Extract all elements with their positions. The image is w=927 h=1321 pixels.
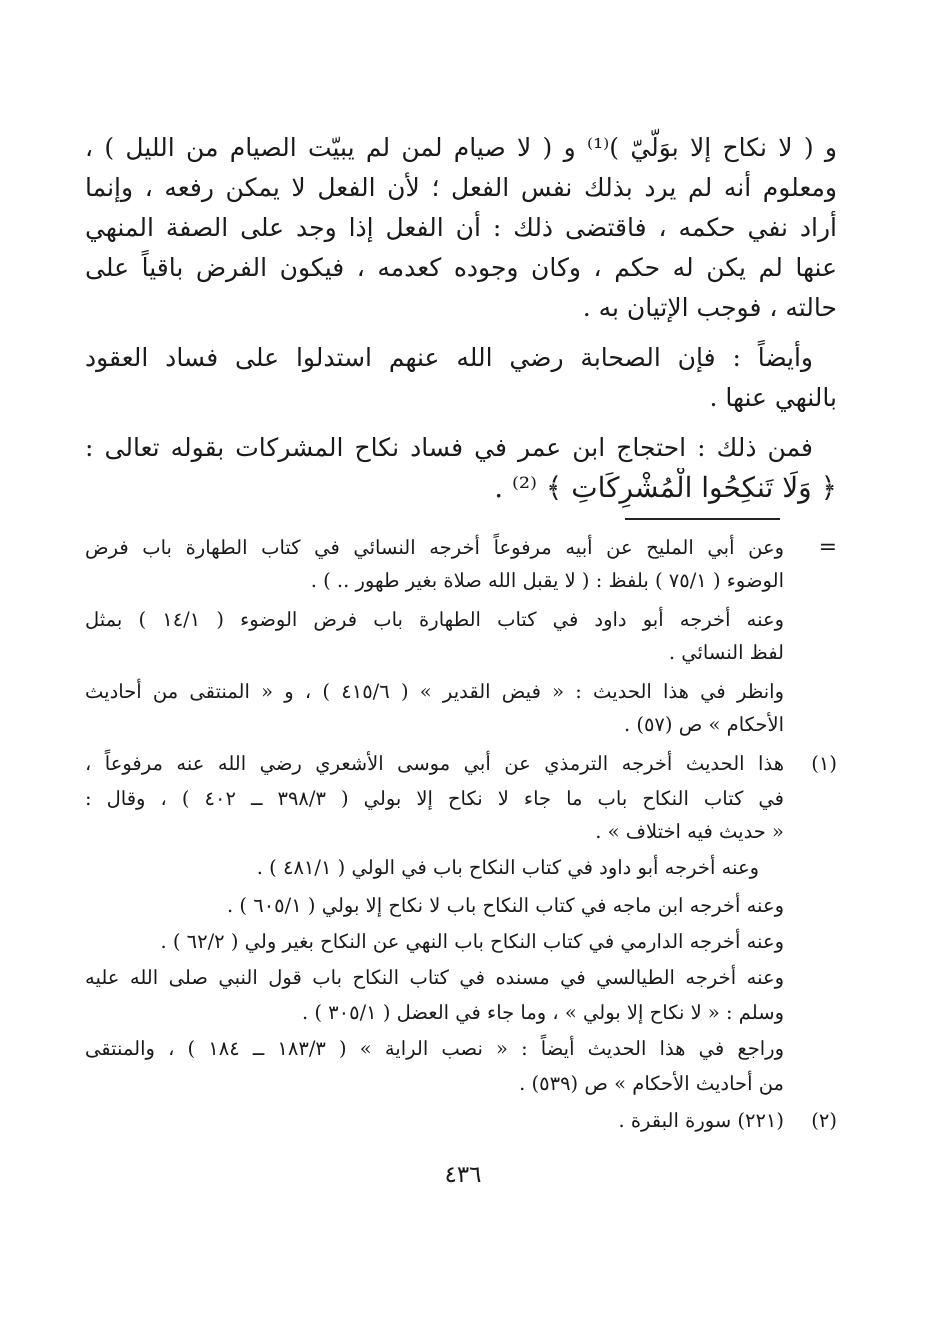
footnote-number-1: (١): [811, 752, 837, 775]
text-line: ومعلوم أنه لم يرد بذلك نفس الفعل ؛ لأن الفعل لا يمكن رفعه ، وإنما: [85, 173, 837, 202]
footnote-line: من أحاديث الأحكام » ص (٥٣٩) .: [519, 1072, 784, 1095]
text-line: فمن ذلك : احتجاج ابن عمر في فساد نكاح المشركات بقوله تعالى :: [85, 433, 813, 462]
footnote-line: « حديث فيه اختلاف » .: [595, 820, 784, 843]
page-number: ٤٣٦: [444, 1162, 482, 1188]
footnote-line: وعنه أخرجه ابن ماجه في كتاب النكاح باب لا نكاح إلا بولي ( ٦٠٥/١ ) .: [227, 894, 784, 917]
footnote-line: وانظر في هذا الحديث : « فيض القدير » ( ٤١٥/٦ ) ، و « المنتقى من أحاديث: [85, 680, 784, 703]
text-line: أراد نفي حكمه ، فاقتضى ذلك : أن الفعل إذا وجد على الصفة المنهي: [85, 213, 837, 242]
text-line: حالته ، فوجب الإتيان به .: [582, 293, 837, 322]
footnote-line: هذا الحديث أخرجه الترمذي عن أبي موسى الأشعري رضي الله عنه مرفوعاً ،: [85, 752, 784, 775]
footnote-line: وعنه أخرجه أبو داود في كتاب النكاح باب في الولي ( ٤٨١/١ ) .: [256, 856, 759, 879]
footnote-line: وعن أبي المليح عن أبيه مرفوعاً أخرجه النسائي في كتاب الطهارة باب فرض: [85, 536, 784, 559]
footnote-separator: [625, 518, 780, 520]
quran-verse: ﴿ وَلَا تَنكِحُوا الْمُشْرِكَاتِ ﴾ ⁽²⁾ .: [494, 471, 837, 504]
footnote-line: وراجع في هذا الحديث أيضاً : « نصب الراية » ( ١٨٣/٣ ــ ١٨٤ ) ، والمنتقى: [85, 1037, 784, 1060]
text-line: و ( لا نكاح إلا بوَلّيّ )⁽¹⁾ و ( لا صيام لمن لم يبيّت الصيام من الليل ) ،: [85, 133, 837, 162]
footnote-line: الوضوء ( ٧٥/١ ) بلفظ : ( لا يقبل الله صلاة بغير طهور .. ) .: [310, 569, 784, 592]
footnote-number-2: (٢): [811, 1109, 837, 1132]
text-line: وأيضاً : فإن الصحابة رضي الله عنهم استدلوا على فساد العقود: [85, 343, 813, 372]
footnote-line: في كتاب النكاح باب ما جاء لا نكاح إلا بولي ( ٣٩٨/٣ ــ ٤٠٢ ) ، وقال :: [85, 787, 784, 810]
footnote-line: وعنه أخرجه أبو داود في كتاب الطهارة باب فرض الوضوء ( ١٤/١ ) بمثل: [85, 608, 784, 631]
text-line: بالنهي عنها .: [709, 383, 837, 412]
footnote-line: الأحكام » ص (٥٧) .: [623, 713, 784, 736]
text-line: عنها لم يكن له حكم ، وكان وجوده كعدمه ، فيكون الفرض باقياً على: [85, 253, 837, 282]
footnote-line: (٢٢١) سورة البقرة .: [618, 1109, 784, 1132]
footnote-line: وسلم : « لا نكاح إلا بولي » ، وما جاء في العضل ( ٣٠٥/١ ) .: [301, 1001, 784, 1024]
footnote-line: لفظ النسائي .: [668, 641, 784, 664]
footnote-line: وعنه أخرجه الدارمي في كتاب النكاح باب النهي عن النكاح بغير ولي ( ٦٢/٢ ) .: [160, 930, 784, 953]
footnote-line: وعنه أخرجه الطيالسي في مسنده في كتاب النكاح باب قول النبي صلى الله عليه: [85, 966, 784, 989]
footnote-continuation-mark: =: [818, 535, 837, 560]
